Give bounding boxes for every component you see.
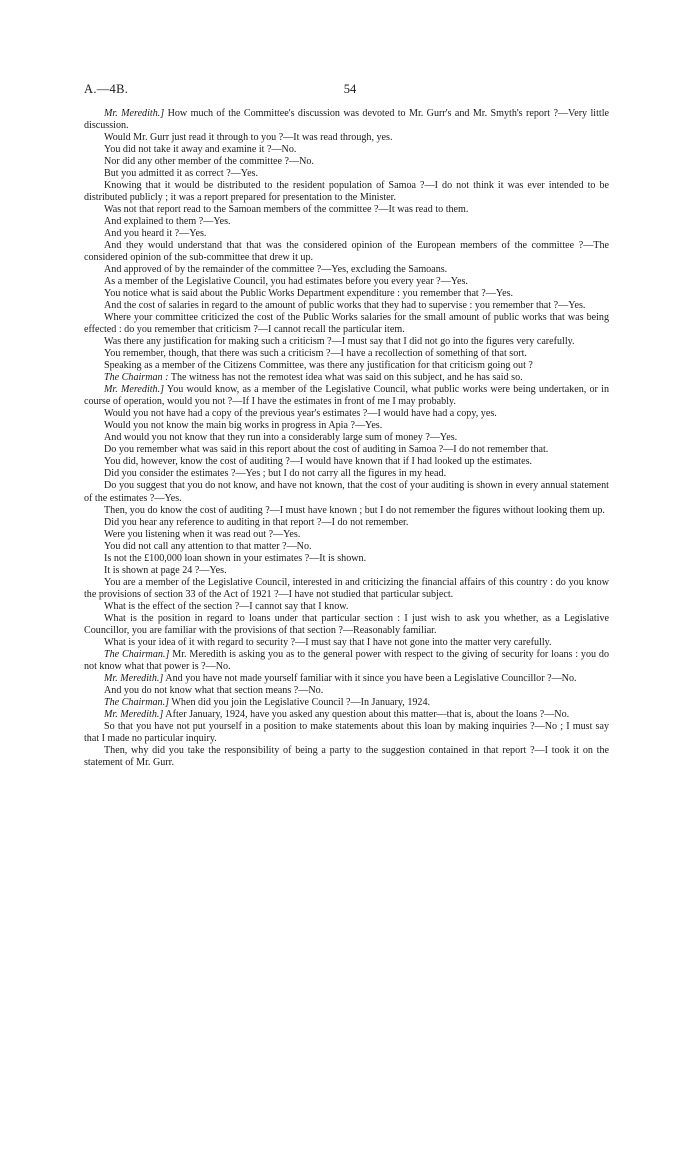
paragraph-text: Would you not have had a copy of the previous year's estimates ?—I would have had a copy, yes.: [104, 408, 497, 420]
transcript-paragraph: [84, 480, 609, 504]
transcript-paragraph: [84, 144, 609, 156]
paragraph-text: It is shown at page 24 ?—Yes.: [104, 564, 227, 576]
paragraph-text: The witness has not the remotest idea what was said on this subject, and he has said so.: [168, 372, 523, 384]
transcript-body: [84, 108, 609, 769]
paragraph-text: Do you suggest that you do not know, and have not known, that the cost of your auditing is shown in every annual statement of the estimates ?—Yes.: [84, 480, 609, 504]
paragraph-text: What is your idea of it with regard to security ?—I must say that I have not gone into the matter very carefully.: [104, 636, 552, 648]
transcript-paragraph: [84, 300, 609, 312]
paragraph-text: What is the position in regard to loans under that particular section : I just wish to ask you whether, as a Legislative Councillor, you are familiar with the provisions of that section ?—Reasonably familiar.: [84, 612, 609, 636]
transcript-paragraph: [84, 553, 609, 565]
transcript-paragraph: [84, 384, 609, 408]
paragraph-text: Do you remember what was said in this report about the cost of auditing in Samoa ?—I do not remember that.: [104, 444, 549, 456]
transcript-paragraph: [84, 601, 609, 613]
transcript-paragraph: [84, 168, 609, 180]
transcript-paragraph: [84, 432, 609, 444]
paragraph-text: You remember, though, that there was such a criticism ?—I have a recollection of something of that sort.: [104, 348, 527, 360]
paragraph-text: Was there any justification for making such a criticism ?—I must say that I did not go into the figures very carefully.: [104, 336, 575, 348]
transcript-paragraph: [84, 312, 609, 336]
speaker-label: The Chairman :: [104, 372, 169, 384]
transcript-paragraph: [84, 721, 609, 745]
paragraph-text: Were you listening when it was read out ?—Yes.: [104, 528, 301, 540]
paragraph-text: Did you consider the estimates ?—Yes ; but I do not carry all the figures in my head.: [104, 468, 447, 480]
transcript-paragraph: [84, 348, 609, 360]
transcript-paragraph: [84, 216, 609, 228]
transcript-paragraph: [84, 108, 609, 132]
transcript-paragraph: [84, 673, 609, 685]
transcript-paragraph: [84, 420, 609, 432]
transcript-paragraph: [84, 505, 609, 517]
transcript-paragraph: [84, 565, 609, 577]
paragraph-text: You did, however, know the cost of auditing ?—I would have known that if I had looked up the estimates.: [104, 456, 533, 468]
paragraph-text: So that you have not put yourself in a position to make statements about this loan by making inquiries ?—No ; I must say that I made no particular inquiry.: [84, 720, 609, 744]
speaker-label: Mr. Meredith.]: [104, 672, 164, 684]
transcript-paragraph: [84, 288, 609, 300]
transcript-paragraph: [84, 529, 609, 541]
paragraph-text: Speaking as a member of the Citizens Committee, was there any justification for that criticism going out ?: [104, 360, 533, 372]
page-number: 54: [343, 82, 357, 96]
transcript-paragraph: [84, 745, 609, 769]
page-header: [84, 82, 616, 98]
paragraph-text: And explained to them ?—Yes.: [104, 216, 231, 228]
transcript-paragraph: [84, 180, 609, 204]
transcript-paragraph: [84, 637, 609, 649]
paragraph-text: Knowing that it would be distributed to the resident population of Samoa ?—I do not think it was ever intended to be distributed publicly ; it was a report prepared for presentation to the Minister.: [84, 180, 609, 204]
transcript-paragraph: [84, 456, 609, 468]
transcript-paragraph: [84, 577, 609, 601]
transcript-paragraph: [84, 372, 609, 384]
transcript-paragraph: [84, 468, 609, 480]
transcript-paragraph: [84, 697, 609, 709]
paragraph-text: Nor did any other member of the committee ?—No.: [104, 156, 314, 168]
paragraph-text: Is not the £100,000 loan shown in your estimates ?—It is shown.: [104, 552, 367, 564]
paragraph-text: You notice what is said about the Public Works Department expenditure : you remember that ?—Yes.: [104, 288, 514, 300]
transcript-paragraph: [84, 541, 609, 553]
speaker-label: The Chairman.]: [104, 696, 170, 708]
paragraph-text: You are a member of the Legislative Council, interested in and criticizing the financial affairs of this country : do you know the provisions of section 33 of the Act of 1921 ?—I have not studied that particular subject.: [84, 576, 609, 600]
paragraph-text: Then, why did you take the responsibility of being a party to the suggestion contained in that report ?—I took it on the statement of Mr. Gurr.: [84, 744, 609, 768]
paragraph-text: And the cost of salaries in regard to the amount of public works that they had to supervise : you remember that ?—Yes.: [104, 300, 586, 312]
paragraph-text: Did you hear any reference to auditing in that report ?—I do not remember.: [104, 516, 409, 528]
transcript-paragraph: [84, 360, 609, 372]
paragraph-text: And you do not know what that section means ?—No.: [104, 684, 324, 696]
transcript-paragraph: [84, 649, 609, 673]
document-reference: A.—4B.: [84, 82, 129, 96]
transcript-paragraph: [84, 264, 609, 276]
paragraph-text: And approved of by the remainder of the committee ?—Yes, excluding the Samoans.: [104, 264, 448, 276]
transcript-paragraph: [84, 709, 609, 721]
paragraph-text: Would you not know the main big works in progress in Apia ?—Yes.: [104, 420, 383, 432]
transcript-paragraph: [84, 613, 609, 637]
transcript-paragraph: [84, 240, 609, 264]
paragraph-text: You would know, as a member of the Legislative Council, what public works were being undertaken, or in course of operation, would you not ?—If I have the estimates in front of me I may probably.: [84, 384, 609, 408]
speaker-label: The Chairman.]: [104, 648, 170, 660]
transcript-paragraph: [84, 517, 609, 529]
paragraph-text: And you have not made yourself familiar with it since you have been a Legislative Councillor ?—No.: [163, 672, 577, 684]
paragraph-text: And they would understand that that was the considered opinion of the European members of the committee ?—The considered opinion of the sub-committee that drew it up.: [84, 240, 609, 264]
paragraph-text: Then, you do know the cost of auditing ?—I must have known ; but I do not remember the figures without looking them up.: [104, 504, 605, 516]
speaker-label: Mr. Meredith.]: [104, 384, 165, 396]
paragraph-text: What is the effect of the section ?—I cannot say that I know.: [104, 600, 349, 612]
transcript-paragraph: [84, 132, 609, 144]
paragraph-text: But you admitted it as correct ?—Yes.: [104, 168, 258, 180]
speaker-label: Mr. Meredith.]: [104, 108, 165, 119]
paragraph-text: After January, 1924, have you asked any question about this matter—that is, about the loans ?—No.: [163, 708, 570, 720]
paragraph-text: How much of the Committee's discussion was devoted to Mr. Gurr's and Mr. Smyth's report ?—Very little discussion.: [84, 108, 609, 132]
transcript-paragraph: [84, 204, 609, 216]
paragraph-text: You did not call any attention to that matter ?—No.: [104, 540, 312, 552]
paragraph-text: Would Mr. Gurr just read it through to you ?—It was read through, yes.: [104, 132, 393, 144]
transcript-paragraph: [84, 336, 609, 348]
paragraph-text: As a member of the Legislative Council, you had estimates before you every year ?—Yes.: [104, 276, 468, 288]
paragraph-text: When did you join the Legislative Council ?—In January, 1924.: [169, 696, 431, 708]
paragraph-text: Was not that report read to the Samoan members of the committee ?—It was read to them.: [104, 204, 469, 216]
transcript-paragraph: [84, 444, 609, 456]
speaker-label: Mr. Meredith.]: [104, 708, 164, 720]
transcript-paragraph: [84, 685, 609, 697]
transcript-paragraph: [84, 408, 609, 420]
paragraph-text: Mr. Meredith is asking you as to the general power with respect to the giving of security for loans : you do not know what that power is ?—No.: [84, 648, 609, 672]
paragraph-text: You did not take it away and examine it ?—No.: [104, 144, 297, 156]
transcript-paragraph: [84, 276, 609, 288]
transcript-paragraph: [84, 156, 609, 168]
paragraph-text: Where your committee criticized the cost of the Public Works salaries for the small amount of public works that was being effected : do you remember that criticism ?—I cannot recall the particular item.: [84, 312, 609, 336]
transcript-paragraph: [84, 228, 609, 240]
paragraph-text: And you heard it ?—Yes.: [104, 228, 207, 240]
paragraph-text: And would you not know that they run into a considerably large sum of money ?—Yes.: [104, 432, 458, 444]
